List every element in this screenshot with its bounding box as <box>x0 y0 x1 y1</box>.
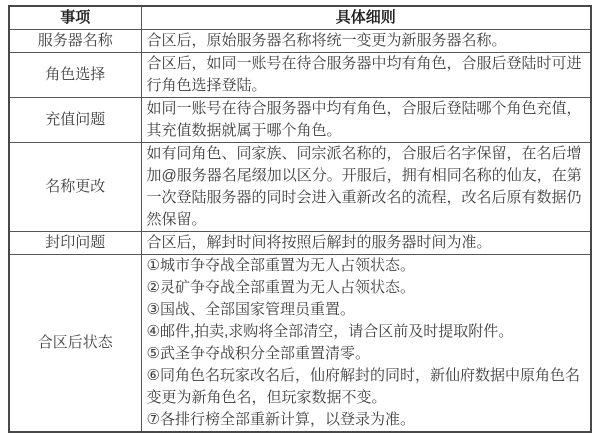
detail-line-2: ②灵矿争夺战全部重置为无人占领状态。 <box>146 279 415 296</box>
row-detail-list <box>141 255 591 433</box>
detail-line-4: ④邮件,拍卖,求购将全部清空，请合区前及时提取附件。 <box>146 323 514 340</box>
row-detail-text: 如有同角色、同家族、同宗派名称的，合服后名字保留，在名后增加@服务器名尾缀加以区分。开服后，拥有相同名称的仙友，在第一次登陆服务器的同时会进入重新改名的流程，改名后原有数据仍然保留。 <box>141 143 591 232</box>
header-cell-detail: 具体细则 <box>141 6 591 30</box>
row-item-label: 服务器名称 <box>9 30 141 53</box>
table-row-rename <box>9 143 591 232</box>
row-item-label: 角色选择 <box>9 53 141 98</box>
detail-line-7: ⑦各排行榜全部重新计算，以登录为准。 <box>146 411 415 428</box>
server-merge-rules-table <box>8 5 592 433</box>
row-detail-text: 合区后，如同一账号在待合服务器中均有角色，合服后登陆时可进行角色选择登陆。 <box>141 53 591 98</box>
row-item-label: 合区后状态 <box>9 255 141 433</box>
table-row-seal <box>9 232 591 255</box>
header-row <box>9 6 591 30</box>
table-row-post-merge-state <box>9 255 591 433</box>
detail-line-5: ⑤武圣争夺战积分全部重置清零。 <box>146 345 370 362</box>
table-row-recharge <box>9 98 591 143</box>
table-row-server-name <box>9 30 591 53</box>
row-detail-text: 合区后，原始服务器名称将统一变更为新服务器名称。 <box>141 30 591 53</box>
detail-line-1: ①城市争夺战全部重置为无人占领状态。 <box>146 257 415 274</box>
row-detail-text: 合区后，解封时间将按照后解封的服务器时间为准。 <box>141 232 591 255</box>
detail-line-6: ⑥同角色名玩家改名后，仙府解封的同时，新仙府数据中原角色名变更为新角色名，但玩家数据不变。 <box>146 367 580 406</box>
detail-line-3: ③国战、全部国家管理员重置。 <box>146 301 355 318</box>
row-item-label: 充值问题 <box>9 98 141 143</box>
table-row-role-select <box>9 53 591 98</box>
row-item-label: 名称更改 <box>9 143 141 232</box>
row-detail-text: 如同一账号在待合服务器中均有角色，合服后登陆哪个角色充值，其充值数据就属于哪个角色。 <box>141 98 591 143</box>
header-cell-item: 事项 <box>9 6 141 30</box>
row-item-label: 封印问题 <box>9 232 141 255</box>
